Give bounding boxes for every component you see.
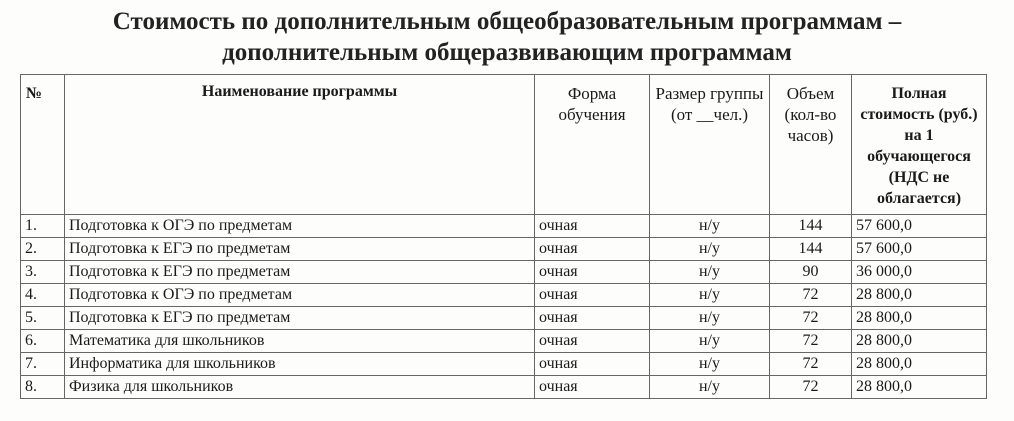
- row-program-name: Подготовка к ОГЭ по предметам: [65, 284, 535, 307]
- row-price: 28 800,0: [852, 353, 987, 376]
- row-program-name: Математика для школьников: [65, 330, 535, 353]
- title-line-1: Стоимость по дополнительным общеобразовательным программам –: [112, 8, 902, 35]
- row-price: 28 800,0: [852, 284, 987, 307]
- row-hours: 72: [770, 307, 852, 330]
- row-study-form: очная: [535, 307, 650, 330]
- row-number: 6.: [21, 330, 65, 353]
- row-group-size: н/у: [650, 353, 770, 376]
- row-hours: 72: [770, 353, 852, 376]
- row-hours: 72: [770, 376, 852, 399]
- row-program-name: Подготовка к ЕГЭ по предметам: [65, 238, 535, 261]
- row-group-size: н/у: [650, 376, 770, 399]
- document-title: [0, 6, 1014, 68]
- row-study-form: очная: [535, 330, 650, 353]
- row-study-form: очная: [535, 215, 650, 238]
- row-program-name: Подготовка к ЕГЭ по предметам: [65, 307, 535, 330]
- row-group-size: н/у: [650, 215, 770, 238]
- table-row: [21, 261, 987, 284]
- row-program-name: Информатика для школьников: [65, 353, 535, 376]
- row-price: 36 000,0: [852, 261, 987, 284]
- row-program-name: Физика для школьников: [65, 376, 535, 399]
- row-number: 8.: [21, 376, 65, 399]
- header-number: №: [21, 75, 65, 215]
- header-full-price: Полная стоимость (руб.) на 1 обучающегося (НДС не облагается): [852, 75, 987, 215]
- row-number: 1.: [21, 215, 65, 238]
- row-hours: 144: [770, 238, 852, 261]
- row-hours: 72: [770, 330, 852, 353]
- header-group-size: Размер группы (от __чел.): [650, 75, 770, 215]
- row-group-size: н/у: [650, 261, 770, 284]
- row-group-size: н/у: [650, 330, 770, 353]
- header-program-name: Наименование программы: [65, 75, 535, 215]
- row-price: 28 800,0: [852, 330, 987, 353]
- table-header-row: [21, 75, 987, 215]
- row-study-form: очная: [535, 284, 650, 307]
- table-row: [21, 330, 987, 353]
- row-price: 28 800,0: [852, 376, 987, 399]
- row-price: 57 600,0: [852, 238, 987, 261]
- row-price: 57 600,0: [852, 215, 987, 238]
- table-row: [21, 284, 987, 307]
- row-number: 2.: [21, 238, 65, 261]
- row-group-size: н/у: [650, 284, 770, 307]
- table-row: [21, 307, 987, 330]
- row-number: 3.: [21, 261, 65, 284]
- price-table: [20, 74, 987, 399]
- row-group-size: н/у: [650, 238, 770, 261]
- row-hours: 144: [770, 215, 852, 238]
- row-number: 5.: [21, 307, 65, 330]
- row-program-name: Подготовка к ОГЭ по предметам: [65, 215, 535, 238]
- row-group-size: н/у: [650, 307, 770, 330]
- row-number: 4.: [21, 284, 65, 307]
- table-row: [21, 238, 987, 261]
- row-study-form: очная: [535, 353, 650, 376]
- row-hours: 72: [770, 284, 852, 307]
- header-hours: Объем (кол-во часов): [770, 75, 852, 215]
- row-study-form: очная: [535, 238, 650, 261]
- title-line-2: дополнительным общеразвивающим программам: [222, 39, 792, 66]
- table-row: [21, 353, 987, 376]
- row-program-name: Подготовка к ЕГЭ по предметам: [65, 261, 535, 284]
- table-row: [21, 215, 987, 238]
- row-study-form: очная: [535, 376, 650, 399]
- row-study-form: очная: [535, 261, 650, 284]
- table-row: [21, 376, 987, 399]
- row-hours: 90: [770, 261, 852, 284]
- header-study-form: Форма обучения: [535, 75, 650, 215]
- row-number: 7.: [21, 353, 65, 376]
- row-price: 28 800,0: [852, 307, 987, 330]
